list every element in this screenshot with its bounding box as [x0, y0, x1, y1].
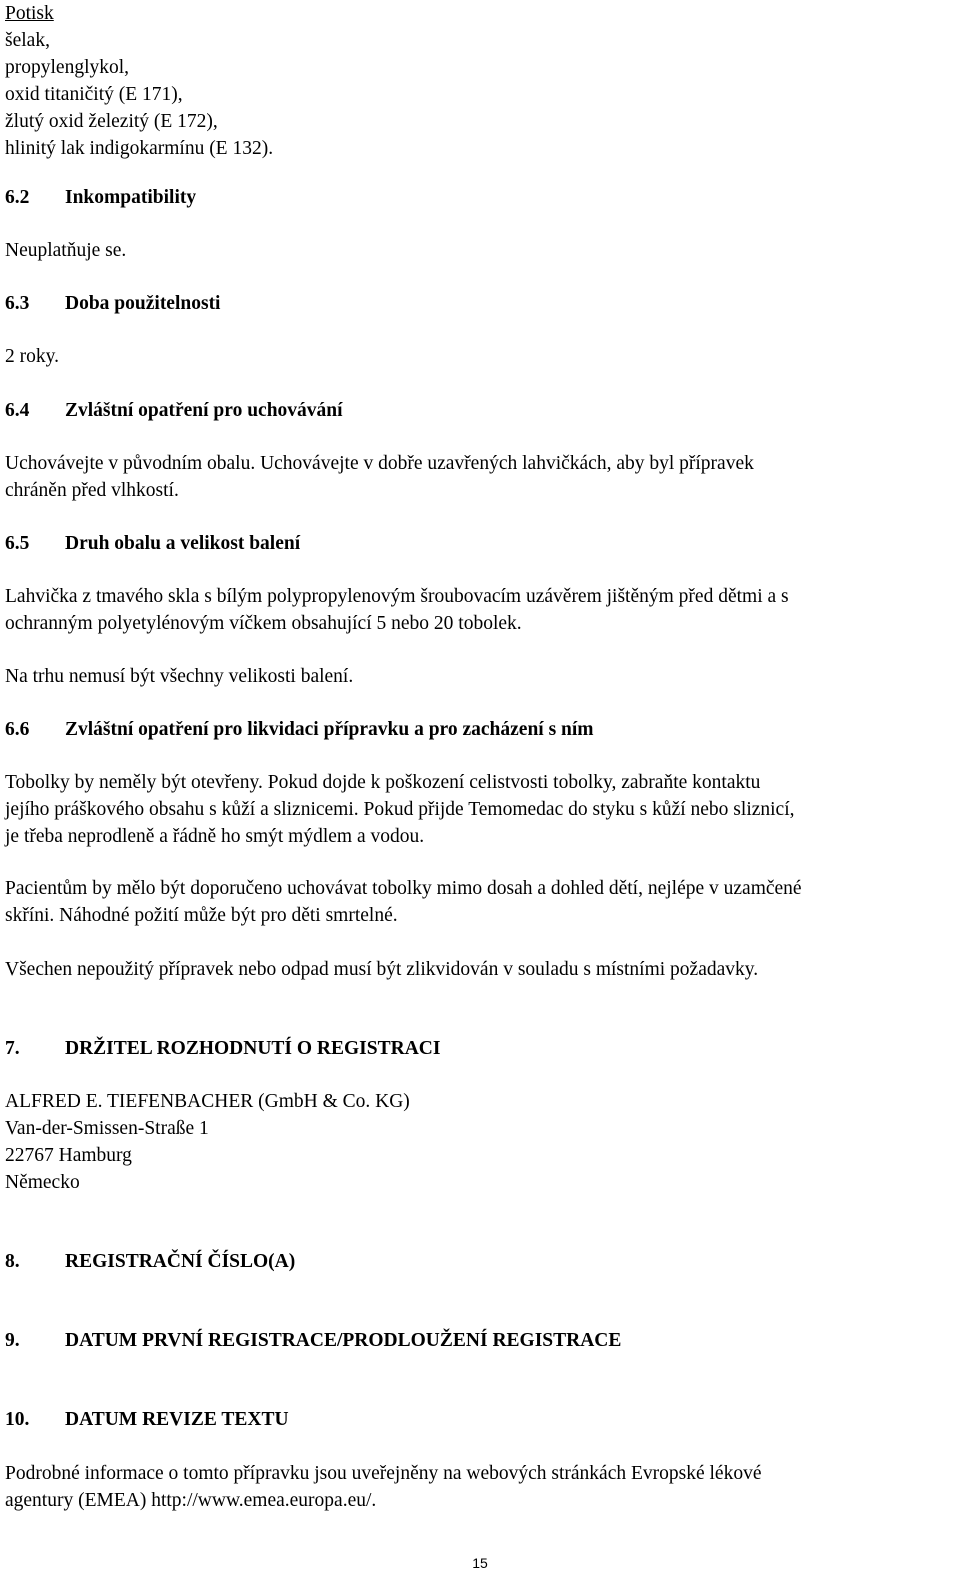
section-number: 6.2: [5, 187, 30, 208]
section-6-6-heading: [5, 716, 594, 743]
section-7-heading: [5, 1035, 440, 1062]
section-6-3-text: 2 roky.: [5, 346, 59, 367]
section-6-5-heading: [5, 530, 300, 557]
section-6-3-heading: [5, 290, 220, 317]
section-title: REGISTRAČNÍ ČÍSLO(A): [65, 1251, 296, 1272]
section-6-4-text: chráněn před vlhkostí.: [5, 480, 179, 501]
address-line: ALFRED E. TIEFENBACHER (GmbH & Co. KG): [5, 1091, 410, 1112]
section-number: 8.: [5, 1251, 20, 1272]
section-title: Doba použitelnosti: [65, 293, 221, 314]
section-6-6-para1: je třeba neprodleně a řádně ho smýt mýdlem a vodou.: [5, 826, 425, 847]
section-title: DATUM REVIZE TEXTU: [65, 1409, 289, 1430]
section-6-6-para1: jejího práškového obsahu s kůží a sliznicemi. Pokud přijde Temomedac do styku s kůží nebo sliznicí,: [5, 799, 795, 820]
section-6-2-text: Neuplatňuje se.: [5, 240, 127, 261]
section-title: DATUM PRVNÍ REGISTRACE/PRODLOUŽENÍ REGISTRACE: [65, 1330, 622, 1351]
section-6-6-para1: Tobolky by neměly být otevřeny. Pokud dojde k poškození celistvosti tobolky, zabraňte kontaktu: [5, 772, 761, 793]
printing-heading: Potisk: [5, 3, 54, 24]
section-6-2-heading: [5, 184, 196, 211]
section-6-6-para2: Pacientům by mělo být doporučeno uchovávat tobolky mimo dosah a dohled dětí, nejlépe v uzamčené: [5, 878, 802, 899]
section-title: Zvláštní opatření pro likvidaci přípravku a pro zacházení s ním: [65, 719, 594, 740]
section-title: Zvláštní opatření pro uchovávání: [65, 400, 343, 421]
section-number: 6.5: [5, 533, 30, 554]
printing-item: hlinitý lak indigokarmínu (E 132).: [5, 138, 274, 159]
section-title: Inkompatibility: [65, 187, 197, 208]
section-number: 10.: [5, 1409, 30, 1430]
section-10-text: agentury (EMEA) http://www.emea.europa.eu/.: [5, 1490, 377, 1511]
section-title: Druh obalu a velikost balení: [65, 533, 301, 554]
section-6-5-text: Lahvička z tmavého skla s bílým polypropylenovým šroubovacím uzávěrem jištěným před dětmi a s: [5, 586, 789, 607]
section-6-6-para3: Všechen nepoužitý přípravek nebo odpad musí být zlikvidován v souladu s místními požadavky.: [5, 959, 759, 980]
section-10-text: Podrobné informace o tomto přípravku jsou uveřejněny na webových stránkách Evropské lékové: [5, 1463, 762, 1484]
section-number: 6.4: [5, 400, 30, 421]
section-title: DRŽITEL ROZHODNUTÍ O REGISTRACI: [65, 1038, 441, 1059]
section-6-4-text: Uchovávejte v původním obalu. Uchovávejte v dobře uzavřených lahvičkách, aby byl přípravek: [5, 453, 754, 474]
printing-item: šelak,: [5, 30, 50, 51]
printing-item: oxid titaničitý (E 171),: [5, 84, 183, 105]
address-line: Německo: [5, 1172, 80, 1193]
section-number: 9.: [5, 1330, 20, 1351]
section-6-6-para2: skříni. Náhodné požití může být pro děti smrtelné.: [5, 905, 398, 926]
section-number: 6.6: [5, 719, 30, 740]
section-number: 6.3: [5, 293, 30, 314]
section-number: 7.: [5, 1038, 20, 1059]
section-6-5-note: Na trhu nemusí být všechny velikosti balení.: [5, 666, 354, 687]
page-number: 15: [472, 1555, 488, 1571]
section-9-heading: [5, 1327, 621, 1354]
section-10-heading: [5, 1406, 289, 1433]
section-6-5-text: ochranným polyetylénovým víčkem obsahující 5 nebo 20 tobolek.: [5, 613, 522, 634]
section-6-4-heading: [5, 397, 343, 424]
section-8-heading: [5, 1248, 295, 1275]
printing-item: propylenglykol,: [5, 57, 130, 78]
address-line: 22767 Hamburg: [5, 1145, 132, 1166]
address-line: Van-der-Smissen-Straße 1: [5, 1118, 209, 1139]
printing-item: žlutý oxid železitý (E 172),: [5, 111, 218, 132]
